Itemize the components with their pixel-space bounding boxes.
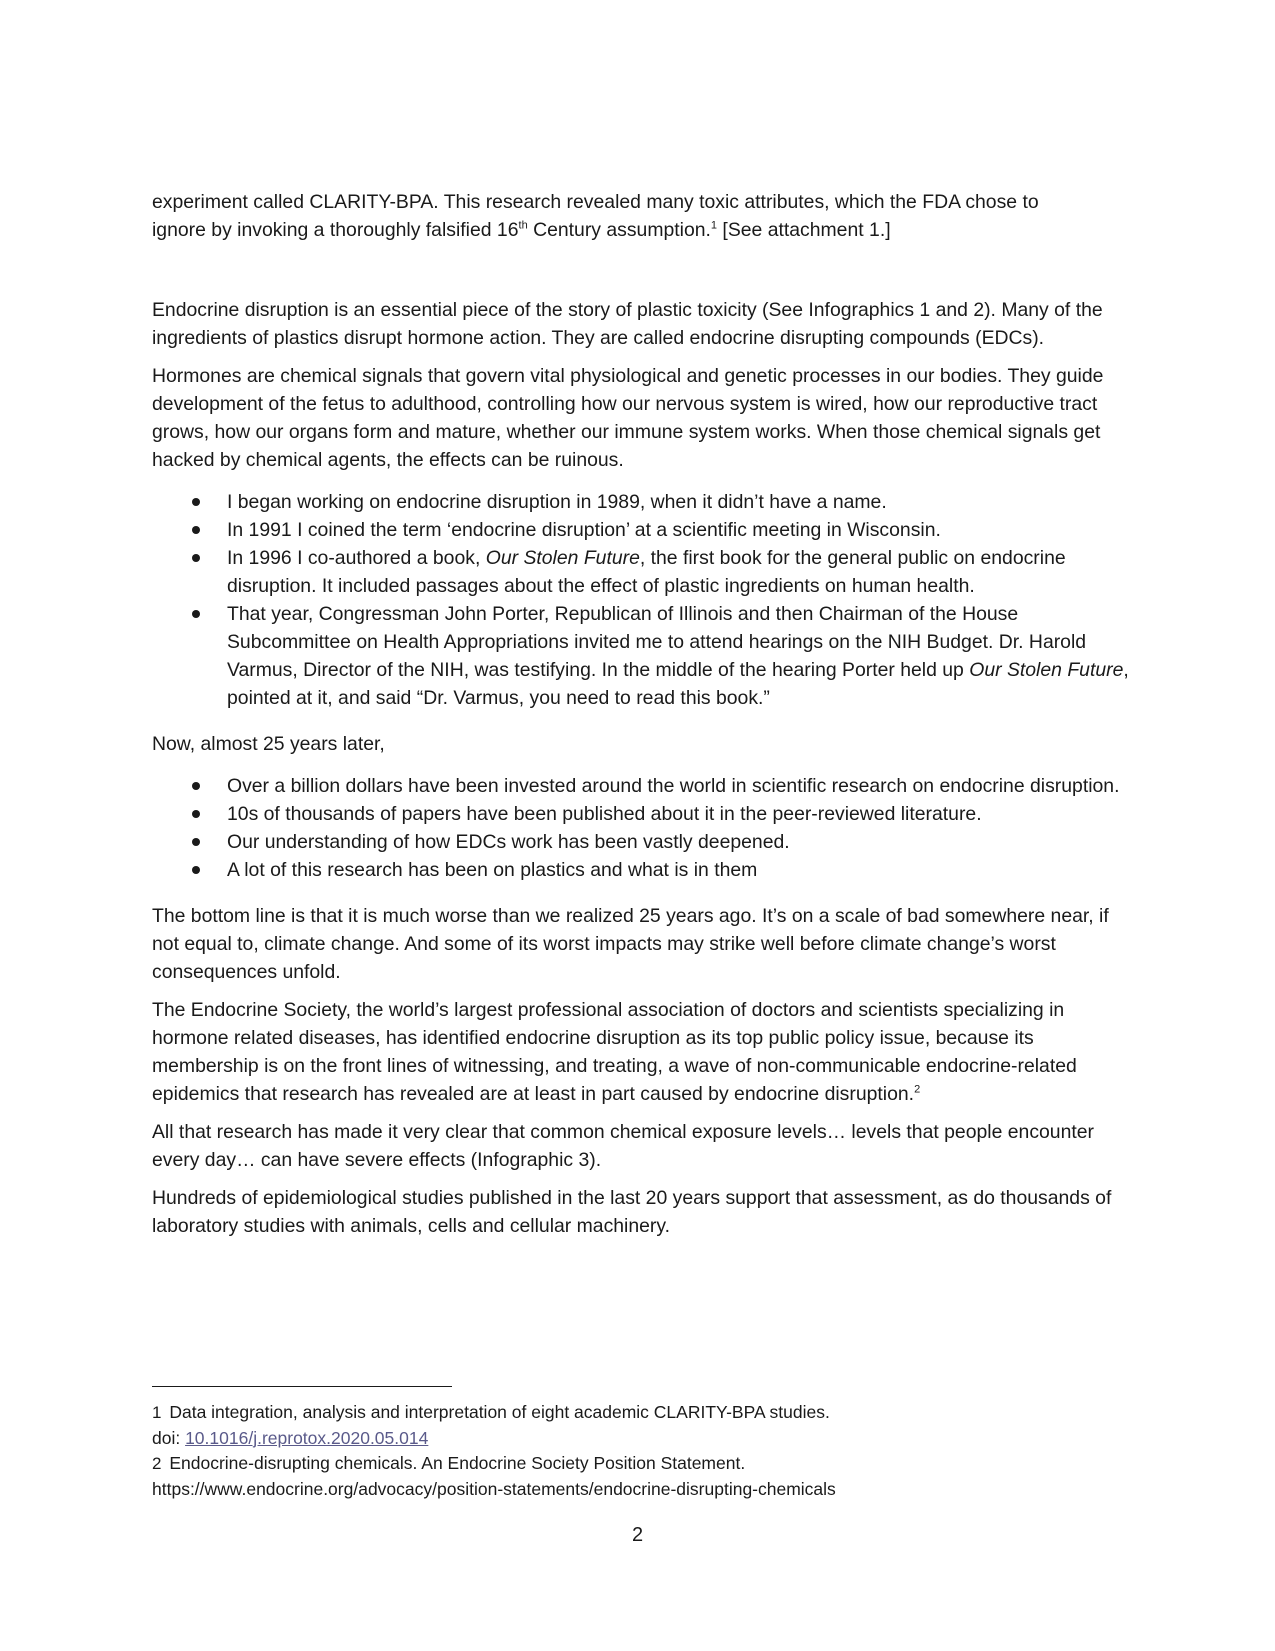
doi-link[interactable]: 10.1016/j.reprotox.2020.05.014 [185, 1427, 429, 1448]
footnote-ref-1[interactable]: 1 [710, 219, 718, 232]
bullet-icon [192, 782, 200, 790]
bullet-icon [192, 526, 200, 534]
intro-paragraph: experiment called CLARITY-BPA. This research revealed many toxic attributes, which the FDA chose to ignore by invoking a thoroughly falsified 16th Century assumption.$^1$ [See attachment 1.] [152, 191, 1039, 241]
page-number: 2 [631, 1524, 644, 1546]
endocrine-society-paragraph: The Endocrine Society, the world’s largest professional association of doctors and scientists specializing in hormone related diseases, has identified endocrine disruption as its top public policy issue, because its membership is on the front lines of witnessing, and treating, a wave of non-communicable endocrine-related epidemics that research has revealed are at least in part caused by endocrine disruption.$^2$ [152, 999, 1077, 1105]
research-paragraph: All that research has made it very clear that common chemical exposure levels… levels that people encounter every day… can have severe effects (Infographic 3). [152, 1121, 1094, 1171]
list-item: Over a billion dollars have been invested around the world in scientific research on endocrine disruption. [152, 772, 1132, 800]
bullet-icon [192, 838, 200, 846]
list-item: A lot of this research has been on plastics and what is in them [152, 856, 1132, 884]
progress-list [152, 772, 1132, 884]
footnote-1: 1 Data integration, analysis and interpretation of eight academic CLARITY-BPA studies. [152, 1402, 830, 1422]
footnote-2-url: https://www.endocrine.org/advocacy/position-statements/endocrine-disrupting-chemicals [152, 1478, 836, 1499]
history-list [152, 488, 1132, 712]
list-item: I began working on endocrine disruption in 1989, when it didn’t have a name. [152, 488, 1132, 516]
footnote-ref-2[interactable]: 2 [914, 1083, 921, 1096]
list-item: In 1991 I coined the term ‘endocrine disruption’ at a scientific meeting in Wisconsin. [152, 516, 1132, 544]
hormones-paragraph: Hormones are chemical signals that govern vital physiological and genetic processes in our bodies. They guide development of the fetus to adulthood, controlling how our nervous system is wired, how our reproductive tract grows, how our organs form and mature, whether our immune system works. When those chemical signals get hacked by chemical agents, the effects can be ruinous. [152, 365, 1104, 471]
list-item: 10s of thousands of papers have been published about it in the peer-reviewed literature. [152, 800, 1132, 828]
bullet-icon [192, 498, 200, 506]
bullet-icon [192, 866, 200, 874]
bullet-icon [192, 810, 200, 818]
intro-line-1: experiment called CLARITY-BPA. This research revealed many toxic attributes, which the FDA chose to [152, 191, 1039, 213]
bullet-icon [192, 554, 200, 562]
document-body [152, 188, 1132, 1240]
list-item: That year, Congressman John Porter, Republican of Illinois and then Chairman of the House Subcommittee on Health Appropriations invited me to attend hearings on the NIH Budget. Dr. Harold Varmus, Director of the NIH, was testifying. In the middle of the hearing Porter held up Our Stolen Future, pointed at it, and said “Dr. Varmus, you need to read this book.” [152, 600, 1132, 712]
book-title: Our Stolen Future [969, 659, 1124, 681]
hundreds-paragraph: Hundreds of epidemiological studies published in the last 20 years support that assessment, as do thousands of laboratory studies with animals, cells and cellular machinery. [152, 1187, 1112, 1237]
footnote-divider [152, 1386, 452, 1387]
footnotes [152, 1400, 1152, 1502]
endocrine-paragraph: Endocrine disruption is an essential piece of the story of plastic toxicity (See Infographics 1 and 2). Many of the ingredients of plastics disrupt hormone action. They are called endocrine disrupting compounds (EDCs). [152, 299, 1103, 349]
list-item: In 1996 I co-authored a book, Our Stolen Future, the first book for the general public on endocrine disruption. It included passages about the effect of plastic ingredients on human health. [152, 544, 1132, 600]
footnote-1-doi: doi: 10.1016/j.reprotox.2020.05.014 [152, 1427, 429, 1448]
book-title: Our Stolen Future [485, 547, 640, 569]
now-paragraph: Now, almost 25 years later, [152, 733, 385, 755]
list-item: Our understanding of how EDCs work has been vastly deepened. [152, 828, 1132, 856]
bullet-icon [192, 610, 200, 618]
bottom-line-paragraph: The bottom line is that it is much worse than we realized 25 years ago. It’s on a scale of bad somewhere near, if not equal to, climate change. And some of its worst impacts may strike well before climate change’s worst consequences unfold. [152, 905, 1109, 983]
footnote-2: 2 Endocrine-disrupting chemicals. An Endocrine Society Position Statement. [152, 1453, 746, 1473]
